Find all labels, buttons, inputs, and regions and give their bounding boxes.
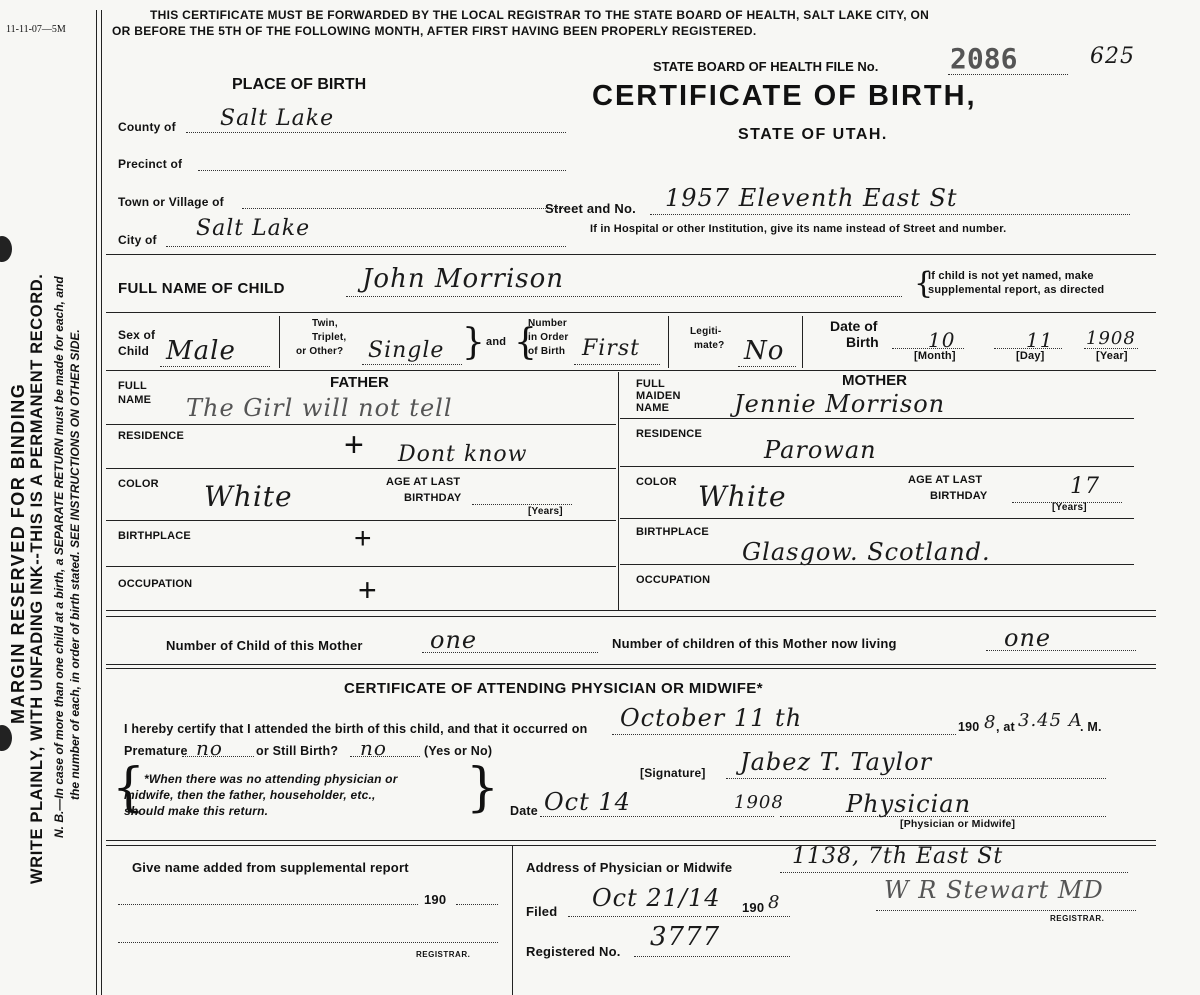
- mother-years-caption: [Years]: [1052, 502, 1087, 513]
- physician-signature: Jabez T. Taylor: [740, 748, 933, 776]
- father-age-label2: BIRTHDAY: [404, 492, 462, 504]
- order-label3: of Birth: [528, 346, 566, 357]
- street-label: Street and No.: [545, 201, 636, 216]
- order-label2: in Order: [528, 332, 569, 343]
- brace-twin-icon: }: [462, 322, 485, 363]
- notice-line1: THIS CERTIFICATE MUST BE FORWARDED BY THE LOCAL REGISTRAR TO THE STATE BOARD OF HEALTH, SALT LAKE CITY, ON: [150, 8, 930, 22]
- mother-age-value: 17: [1070, 474, 1100, 499]
- rule-counts: [106, 664, 1156, 665]
- mother-name-value: Jennie Morrison: [734, 390, 946, 418]
- father-years-caption: [Years]: [528, 506, 563, 517]
- order-line: [574, 364, 660, 365]
- phys-year-digit: 8: [984, 712, 997, 733]
- vdiv-twin: [279, 316, 280, 368]
- mother-birthplace-label: BIRTHPLACE: [636, 526, 709, 538]
- vdiv-legit: [668, 316, 669, 368]
- address-line: [780, 872, 1128, 873]
- birth-time-value: 3.45 A: [1018, 710, 1083, 731]
- father-color-label: COLOR: [118, 478, 159, 490]
- rule-child-name: [106, 312, 1156, 313]
- note-line3: should make this return.: [124, 804, 269, 818]
- mother-name-label3: NAME: [636, 402, 670, 414]
- birth-date-statement: October 11 th: [620, 704, 803, 732]
- physician-title-line: [780, 816, 1106, 817]
- vdiv-date: [802, 316, 803, 368]
- physician-title-caption: [Physician or Midwife]: [900, 818, 1016, 830]
- town-line: [242, 208, 566, 209]
- registrar-signature-line: [876, 910, 1136, 911]
- father-birthplace-x: +: [354, 522, 372, 555]
- supplemental-line2: [118, 942, 498, 943]
- premature-label: Premature: [124, 744, 188, 758]
- premature-line: [182, 756, 254, 757]
- signed-date-value: Oct 14: [544, 788, 631, 816]
- birth-year: 1908: [1086, 328, 1136, 349]
- county-label: County of: [118, 120, 176, 134]
- mother-occupation-label: OCCUPATION: [636, 574, 711, 586]
- hospital-note: If in Hospital or other Institution, give its name instead of Street and number.: [590, 223, 1007, 235]
- brace-order-icon: {: [514, 322, 537, 363]
- father-birthplace-label: BIRTHPLACE: [118, 530, 191, 542]
- mother-heading: MOTHER: [842, 372, 907, 389]
- note-brace-close-icon: }: [466, 758, 500, 818]
- twin-label2: Triplet,: [312, 332, 347, 343]
- year-caption: [Year]: [1096, 350, 1128, 362]
- father-birthplace-rule: [106, 566, 616, 567]
- signed-year-value: 1908: [734, 792, 784, 813]
- child-number-value: one: [430, 626, 478, 654]
- mother-color-label: COLOR: [636, 476, 677, 488]
- certify-label: I hereby certify that I attended the birth of this child, and that it occurred on: [124, 722, 588, 736]
- mother-age-label2: BIRTHDAY: [930, 490, 988, 502]
- yes-no-label: (Yes or No): [424, 744, 493, 758]
- father-age-label1: AGE AT LAST: [386, 476, 461, 488]
- sex-label2: Child: [118, 344, 149, 358]
- town-label: Town or Village of: [118, 195, 224, 209]
- father-occupation-label: OCCUPATION: [118, 578, 193, 590]
- precinct-label: Precinct of: [118, 157, 183, 171]
- certificate-title: CERTIFICATE OF BIRTH,: [592, 80, 977, 112]
- legit-label1: Legiti-: [690, 326, 722, 337]
- rule-place: [106, 254, 1156, 255]
- month-line: [892, 348, 964, 349]
- and-label: and: [486, 336, 507, 348]
- street-value: 1957 Eleventh East St: [665, 184, 958, 212]
- physician-title-value: Physician: [846, 790, 972, 818]
- birth-day: 11: [1026, 328, 1054, 352]
- parents-divider: [618, 372, 619, 610]
- filed-label: Filed: [526, 904, 558, 919]
- supplemental-heading: Give name added from supplemental report: [132, 860, 409, 875]
- twin-label1: Twin,: [312, 318, 338, 329]
- twin-line: [362, 364, 462, 365]
- father-color-rule: [106, 520, 616, 521]
- binding-hole-bottom: [0, 725, 12, 751]
- father-residence-label: RESIDENCE: [118, 430, 184, 442]
- note-line2: midwife, then the father, householder, etc.,: [124, 788, 376, 802]
- place-heading: PLACE OF BIRTH: [232, 76, 367, 93]
- signature-label: [Signature]: [640, 766, 706, 780]
- brace-icon: {: [914, 266, 934, 301]
- living-label: Number of children of this Mother now living: [612, 636, 897, 651]
- registered-label: Registered No.: [526, 944, 621, 959]
- child-number-label: Number of Child of this Mother: [166, 638, 363, 653]
- signed-date-line: [540, 816, 774, 817]
- father-name-label2: NAME: [118, 394, 152, 406]
- rule-physician: [106, 840, 1156, 841]
- child-name-label: FULL NAME OF CHILD: [118, 280, 285, 297]
- child-number-line: [422, 652, 598, 653]
- father-heading: FATHER: [330, 374, 389, 391]
- city-line: [166, 246, 566, 247]
- supplemental-registrar: REGISTRAR.: [416, 950, 471, 959]
- ink-instruction-text: WRITE PLAINLY, WITH UNFADING INK--THIS IS A PERMANENT RECORD.: [28, 273, 46, 884]
- left-border-outer: [96, 10, 97, 995]
- order-value: First: [582, 336, 640, 361]
- form-code: 11-11-07—5M: [6, 24, 66, 35]
- signed-date-label: Date: [510, 804, 538, 818]
- m-label: . M.: [1080, 720, 1102, 734]
- signature-line: [726, 778, 1106, 779]
- note-line1: *When there was no attending physician or: [144, 772, 398, 786]
- mother-name-rule: [620, 418, 1134, 419]
- county-line: [186, 132, 566, 133]
- day-caption: [Day]: [1016, 350, 1045, 362]
- supplemental-box-right: [512, 846, 513, 995]
- father-name-rule: [106, 424, 616, 425]
- mother-residence-label: RESIDENCE: [636, 428, 702, 440]
- year-line: [1084, 348, 1138, 349]
- father-name-label1: FULL: [118, 380, 147, 392]
- father-age-line: [472, 504, 572, 505]
- father-residence-rule: [106, 468, 616, 469]
- rule-parents-bottom-2: [106, 616, 1156, 617]
- father-residence-value: Dont know: [398, 442, 528, 467]
- mother-birthplace-value: Glasgow. Scotland.: [742, 538, 991, 566]
- sex-value: Male: [166, 336, 236, 366]
- mother-color-rule: [620, 518, 1134, 519]
- registrar-caption: REGISTRAR.: [1050, 914, 1105, 923]
- mother-name-label2: MAIDEN: [636, 390, 681, 402]
- date-label2: Birth: [846, 334, 879, 350]
- supplemental-year-line: [456, 904, 498, 905]
- father-name-value: The Girl will not tell: [186, 394, 453, 422]
- registered-no-value: 3777: [650, 922, 721, 952]
- file-no-extra: 625: [1090, 44, 1135, 69]
- binding-hole-top: [0, 236, 12, 262]
- registered-line: [634, 956, 790, 957]
- legit-line: [738, 366, 796, 367]
- notice-line2: OR BEFORE THE 5TH OF THE FOLLOWING MONTH, AFTER FIRST HAVING BEEN PROPERLY REGISTERED.: [112, 24, 757, 38]
- mother-residence-value: Parowan: [764, 436, 877, 464]
- legit-label2: mate?: [694, 340, 725, 351]
- child-name-value: John Morrison: [362, 264, 565, 294]
- month-caption: [Month]: [914, 350, 956, 362]
- day-line: [994, 348, 1062, 349]
- child-name-line: [346, 296, 902, 297]
- nb-note-line1: N. B.—In case of more than one child at a birth, a SEPARATE RETURN must be made for each, and: [52, 276, 66, 838]
- at-label: , at: [996, 720, 1015, 734]
- street-line: [650, 214, 1130, 215]
- mother-residence-rule: [620, 466, 1134, 467]
- address-label: Address of Physician or Midwife: [526, 860, 733, 875]
- father-color-value: White: [204, 480, 293, 513]
- rule-counts-2: [106, 668, 1156, 669]
- file-no-line: [948, 74, 1068, 75]
- phys-year-label: 190: [958, 720, 980, 734]
- date-label1: Date of: [830, 318, 878, 334]
- city-label: City of: [118, 233, 157, 247]
- twin-label3: or Other?: [296, 346, 344, 357]
- filed-year-label: 190: [742, 900, 765, 915]
- filed-value: Oct 21/14: [592, 884, 721, 912]
- precinct-line: [198, 170, 566, 171]
- father-residence-x: +: [344, 426, 364, 464]
- mother-color-value: White: [698, 480, 787, 513]
- mother-birthplace-rule: [620, 564, 1134, 565]
- registrar-signature: W R Stewart MD: [884, 876, 1104, 904]
- sex-label1: Sex of: [118, 328, 156, 342]
- twin-value: Single: [368, 338, 445, 363]
- supplemental-year-label: 190: [424, 892, 447, 907]
- rule-parents-bottom: [106, 610, 1156, 611]
- not-named-note2: supplemental report, as directed: [928, 284, 1105, 296]
- mother-age-label1: AGE AT LAST: [908, 474, 983, 486]
- still-birth-line: [350, 756, 420, 757]
- order-label1: Number: [528, 318, 567, 329]
- nb-note-line2: the number of each, in order of birth stated. SEE INSTRUCTIONS ON OTHER SIDE.: [68, 329, 82, 800]
- birth-date-line: [612, 734, 956, 735]
- sex-line: [160, 366, 270, 367]
- physician-heading: CERTIFICATE OF ATTENDING PHYSICIAN OR MIDWIFE*: [344, 680, 763, 697]
- file-no: 2086: [950, 42, 1018, 75]
- living-value: one: [1004, 624, 1052, 652]
- mother-name-label1: FULL: [636, 378, 665, 390]
- still-birth-label: or Still Birth?: [256, 744, 339, 758]
- left-border-inner: [101, 10, 102, 995]
- city-value: Salt Lake: [196, 216, 311, 241]
- note-brace-open-icon: {: [112, 758, 146, 818]
- father-occupation-x: +: [358, 572, 377, 608]
- living-line: [986, 650, 1136, 651]
- file-no-label: STATE BOARD OF HEALTH FILE No.: [653, 59, 879, 74]
- still-birth-value: no: [360, 736, 387, 760]
- state-title: STATE OF UTAH.: [738, 126, 888, 143]
- county-value: Salt Lake: [220, 106, 335, 131]
- physician-address-value: 1138, 7th East St: [792, 844, 1004, 869]
- birth-month: 10: [928, 328, 956, 352]
- legit-value: No: [744, 336, 785, 366]
- rule-child-details: [106, 370, 1156, 371]
- premature-value: no: [196, 736, 223, 760]
- supplemental-line1: [118, 904, 418, 905]
- not-named-note1: If child is not yet named, make: [928, 270, 1094, 282]
- filed-line: [568, 916, 790, 917]
- binding-margin-text: MARGIN RESERVED FOR BINDING: [8, 382, 28, 724]
- filed-year-value: 8: [768, 892, 781, 913]
